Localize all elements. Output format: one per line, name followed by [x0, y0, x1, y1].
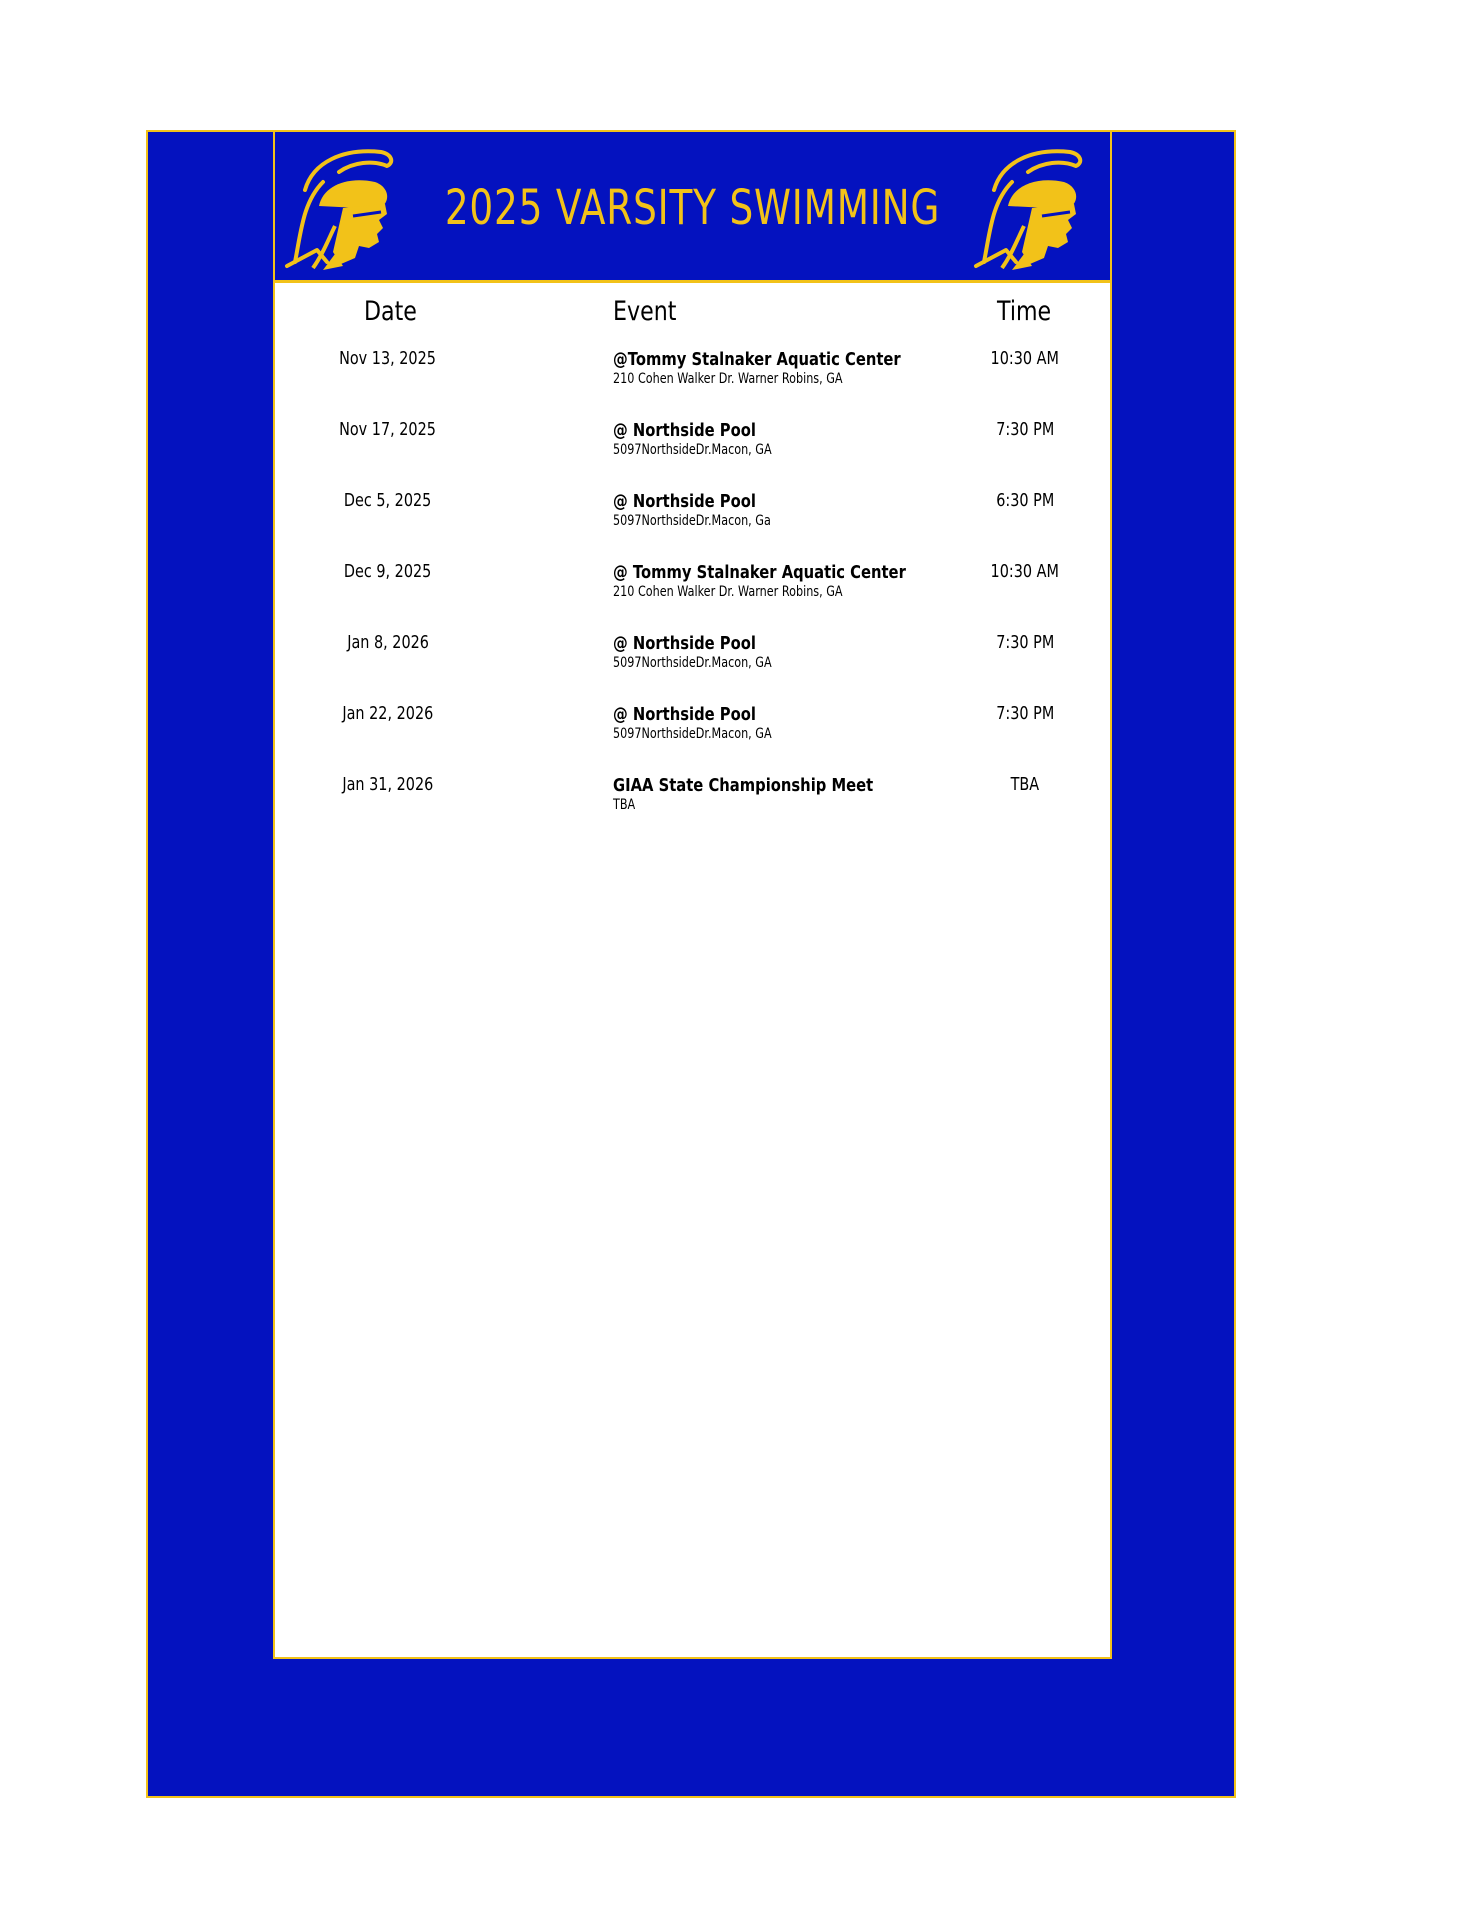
- event-date: Nov 17, 2025: [339, 419, 437, 440]
- event-time: 7:30 PM: [995, 419, 1055, 440]
- event-name: GIAA State Championship Meet: [613, 775, 874, 796]
- event-cell: [613, 350, 973, 387]
- event-time: 10:30 AM: [990, 348, 1060, 369]
- event-address: 5097NorthsideDr.Macon, GA: [613, 726, 772, 742]
- event-time: 7:30 PM: [995, 632, 1055, 653]
- event-address: 210 Cohen Walker Dr. Warner Robins, GA: [613, 371, 843, 387]
- schedule-row: [275, 417, 1110, 477]
- event-time: TBA: [1010, 774, 1040, 795]
- event-name: @ Northside Pool: [613, 420, 756, 441]
- event-date: Dec 9, 2025: [344, 561, 432, 582]
- column-header-time: Time: [997, 296, 1052, 327]
- event-address: 5097NorthsideDr.Macon, GA: [613, 442, 772, 458]
- schedule-row: [275, 559, 1110, 619]
- event-date: Jan 22, 2026: [342, 703, 434, 724]
- event-name: @ Tommy Stalnaker Aquatic Center: [613, 562, 906, 583]
- event-cell: [613, 705, 973, 742]
- event-date: Nov 13, 2025: [339, 348, 437, 369]
- event-date: Jan 31, 2026: [342, 774, 434, 795]
- event-cell: [613, 492, 973, 529]
- schedule-banner: [275, 132, 1110, 283]
- event-time: 6:30 PM: [995, 490, 1055, 511]
- schedule-row: [275, 701, 1110, 761]
- event-address: 5097NorthsideDr.Macon, GA: [613, 655, 772, 671]
- event-cell: [613, 776, 973, 813]
- event-name: @ Northside Pool: [613, 704, 756, 725]
- event-address: 5097NorthsideDr.Macon, Ga: [613, 513, 771, 529]
- event-time: 7:30 PM: [995, 703, 1055, 724]
- event-name: @ Northside Pool: [613, 491, 756, 512]
- schedule-row: [275, 630, 1110, 690]
- column-header-event: Event: [613, 296, 677, 327]
- event-name: @Tommy Stalnaker Aquatic Center: [613, 349, 901, 370]
- event-time: 10:30 AM: [990, 561, 1060, 582]
- event-cell: [613, 634, 973, 671]
- schedule-row: [275, 488, 1110, 548]
- event-date: Jan 8, 2026: [347, 632, 429, 653]
- event-cell: [613, 421, 973, 458]
- event-address: 210 Cohen Walker Dr. Warner Robins, GA: [613, 584, 843, 600]
- event-address: TBA: [613, 797, 636, 813]
- banner-title: 2025 VARSITY SWIMMING: [444, 179, 941, 236]
- event-cell: [613, 563, 973, 600]
- schedule-row: [275, 772, 1110, 832]
- schedule-row: [275, 346, 1110, 406]
- event-name: @ Northside Pool: [613, 633, 756, 654]
- event-date: Dec 5, 2025: [344, 490, 432, 511]
- column-header-date: Date: [364, 296, 417, 327]
- trojan-helmet-icon: [972, 142, 1102, 274]
